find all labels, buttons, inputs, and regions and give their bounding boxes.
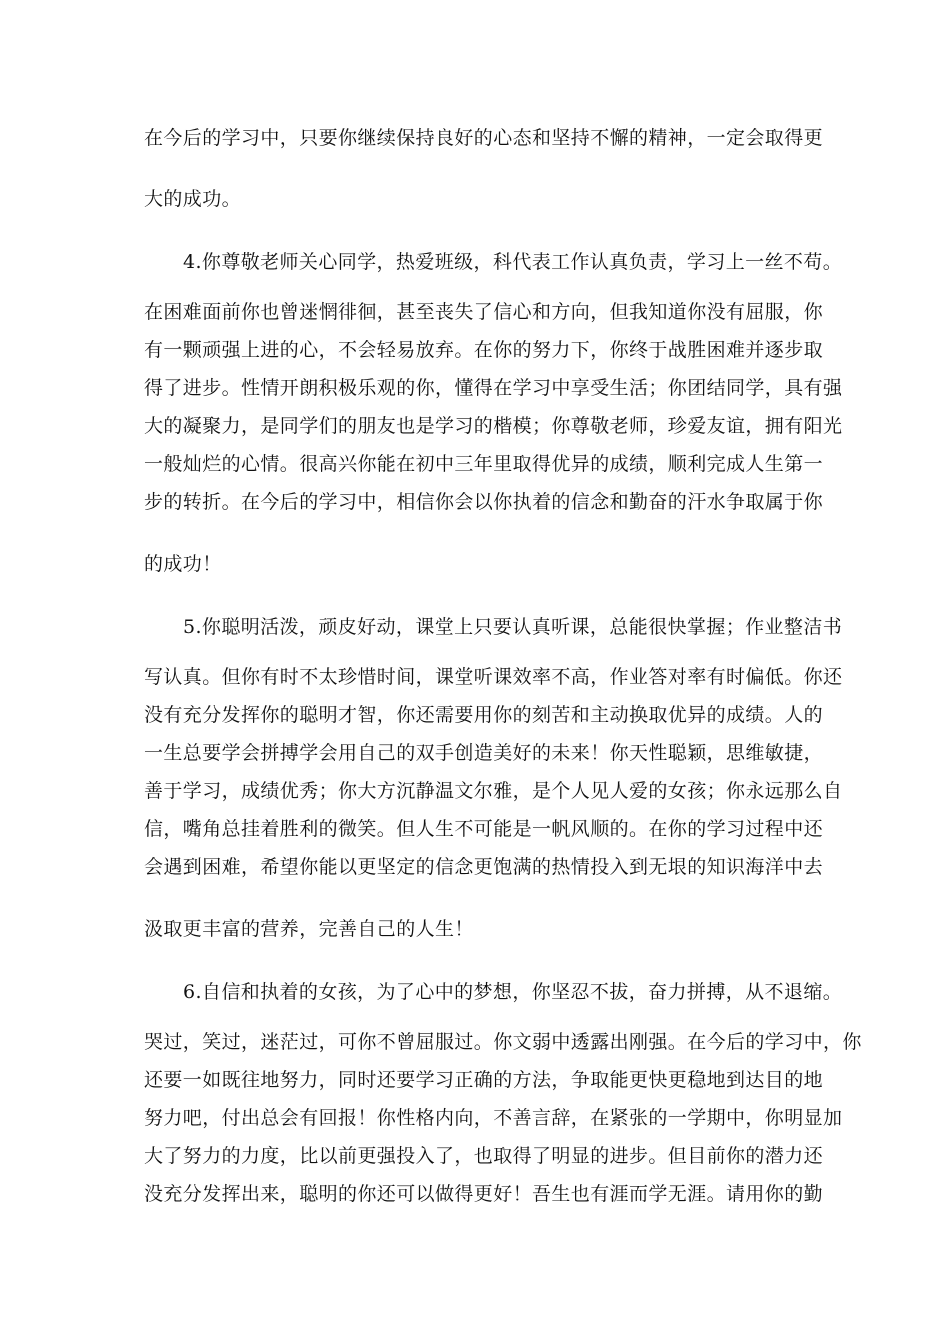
paragraph-4-line-5: 大了努力的力度，比以前更强投入了，也取得了明显的进步。但目前你的潜力还 <box>144 1145 824 1167</box>
paragraph-4-line-6: 没充分发挥出来，聪明的你还可以做得更好！吾生也有涯而学无涯。请用你的勤 <box>144 1183 824 1205</box>
paragraph-2-line-4: 得了进步。性情开朗积极乐观的你，懂得在学习中享受生活；你团结同学，具有强 <box>144 377 843 399</box>
paragraph-1-line-1: 在今后的学习中，只要你继续保持良好的心态和坚持不懈的精神，一定会取得更 <box>144 127 824 149</box>
paragraph-4-line-3: 还要一如既往地努力，同时还要学习正确的方法，争取能更快更稳地到达目的地 <box>144 1069 824 1091</box>
paragraph-3-line-6: 信，嘴角总挂着胜利的微笑。但人生不可能是一帆风顺的。在你的学习过程中还 <box>144 818 824 840</box>
paragraph-3-line-2: 写认真。但你有时不太珍惜时间，课堂听课效率不高，作业答对率有时偏低。你还 <box>144 666 843 688</box>
paragraph-3-line-5: 善于学习，成绩优秀；你大方沉静温文尔雅，是个人见人爱的女孩；你永远那么自 <box>144 780 843 802</box>
paragraph-3-line-1: 5.你聪明活泼，顽皮好动，课堂上只要认真听课，总能很快掌握；作业整洁书 <box>183 616 843 638</box>
paragraph-3-line-8: 汲取更丰富的营养，完善自己的人生！ <box>144 918 474 940</box>
paragraph-4-line-1: 6.自信和执着的女孩，为了心中的梦想，你坚忍不拔，奋力拼搏，从不退缩。 <box>183 981 843 1003</box>
paragraph-2-line-5: 大的凝聚力，是同学们的朋友也是学习的楷模；你尊敬老师，珍爱友谊，拥有阳光 <box>144 415 843 437</box>
paragraph-3-line-7: 会遇到困难，希望你能以更坚定的信念更饱满的热情投入到无垠的知识海洋中去 <box>144 856 824 878</box>
paragraph-2-line-7: 步的转折。在今后的学习中，相信你会以你执着的信念和勤奋的汗水争取属于你 <box>144 491 824 513</box>
paragraph-2-line-6: 一般灿烂的心情。很高兴你能在初中三年里取得优异的成绩，顺利完成人生第一 <box>144 453 824 475</box>
paragraph-4-line-2: 哭过，笑过，迷茫过，可你不曾屈服过。你文弱中透露出刚强。在今后的学习中，你 <box>144 1031 862 1053</box>
paragraph-2-line-3: 有一颗顽强上进的心，不会轻易放弃。在你的努力下，你终于战胜困难并逐步取 <box>144 339 824 361</box>
paragraph-4-line-4: 努力吧，付出总会有回报！你性格内向，不善言辞，在紧张的一学期中，你明显加 <box>144 1107 843 1129</box>
paragraph-2-line-2: 在困难面前你也曾迷惘徘徊，甚至丧失了信心和方向，但我知道你没有屈服，你 <box>144 301 824 323</box>
paragraph-3-line-3: 没有充分发挥你的聪明才智，你还需要用你的刻苦和主动换取优异的成绩。人的 <box>144 704 824 726</box>
paragraph-2-line-1: 4.你尊敬老师关心同学，热爱班级，科代表工作认真负责，学习上一丝不苟。 <box>183 251 843 273</box>
paragraph-3-line-4: 一生总要学会拼搏学会用自己的双手创造美好的未来！你天性聪颖，思维敏捷， <box>144 742 824 764</box>
paragraph-2-line-8: 的成功！ <box>144 553 222 575</box>
paragraph-1-line-2: 大的成功。 <box>144 188 242 210</box>
